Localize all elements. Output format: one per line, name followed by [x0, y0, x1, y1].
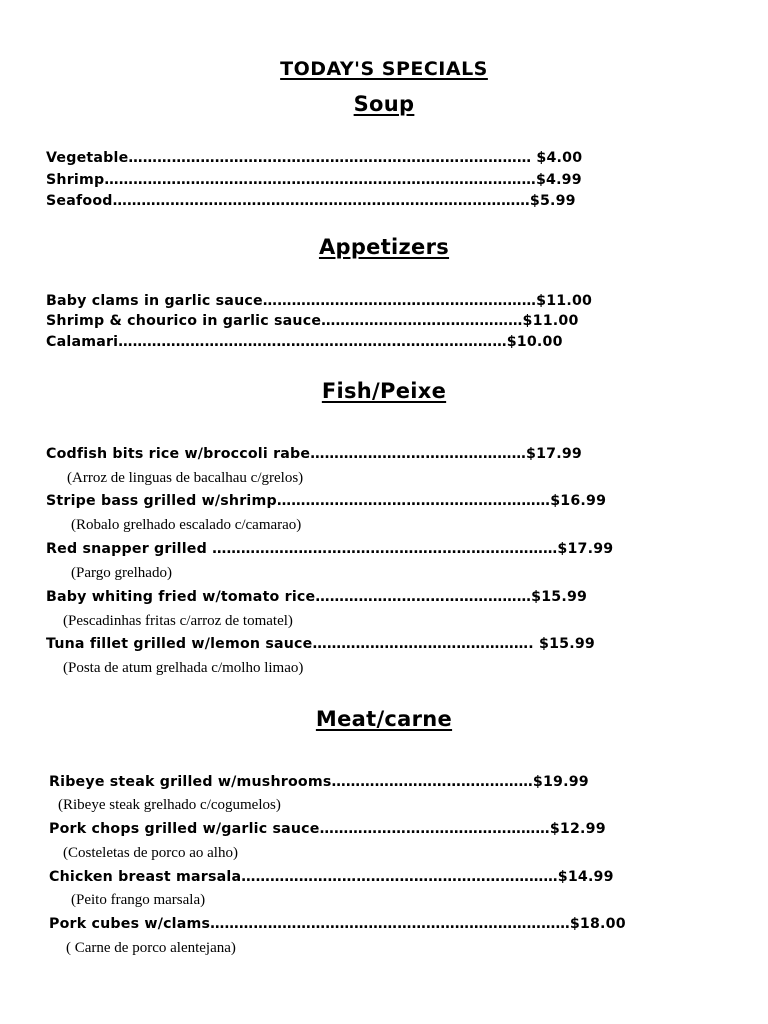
menu-item: Pork cubes w/clams…………………………………………………………………$18.00 — [49, 916, 626, 932]
menu-item: Chicken breast marsala…………………………………………………………$14.99 — [49, 869, 614, 885]
menu-item: Ribeye steak grilled w/mushrooms……………………………………$19.99 — [49, 774, 589, 790]
menu-item: Stripe bass grilled w/shrimp…………………………………………………$16.99 — [46, 493, 607, 509]
menu-item: Pork chops grilled w/garlic sauce…………………………………………$12.99 — [49, 821, 606, 837]
menu-item-translation: (Pargo grelhado) — [71, 565, 172, 581]
menu-item-translation: (Costeletas de porco ao alho) — [63, 845, 238, 861]
menu-item: Seafood……………………………………………………………………………$5.99 — [46, 193, 576, 209]
section-heading-soup: Soup — [353, 92, 415, 116]
menu-item: Vegetable………………………………………………………………………… $4.00 — [46, 150, 583, 166]
menu-item-translation: (Pescadinhas fritas c/arroz de tomatel) — [63, 613, 293, 629]
menu-item-translation: (Robalo grelhado escalado c/camarao) — [71, 517, 302, 533]
page-title: TODAY'S SPECIALS — [280, 58, 488, 80]
menu-item: Baby clams in garlic sauce…………………………………………………$11.00 — [46, 293, 593, 309]
section-heading-appetizers: Appetizers — [318, 235, 450, 259]
menu-item: Shrimp………………………………………………………………………………$4.99 — [46, 172, 582, 188]
menu-item: Tuna fillet grilled w/lemon sauce………………………………………. $15.99 — [46, 636, 595, 652]
menu-item: Calamari………………………………………………………………………$10.00 — [46, 334, 563, 350]
menu-item: Baby whiting fried w/tomato rice………………………………………$15.99 — [46, 589, 588, 605]
menu-item: Codfish bits rice w/broccoli rabe………………………………………$17.99 — [46, 446, 582, 462]
section-heading-fish: Fish/Peixe — [321, 379, 447, 403]
menu-item-translation: (Peito frango marsala) — [71, 892, 206, 908]
menu-item: Red snapper grilled ………………………………………………………………$17.99 — [46, 541, 614, 557]
menu-item-translation: (Ribeye steak grelhado c/cogumelos) — [58, 797, 281, 813]
menu-item-translation: (Posta de atum grelhada c/molho limao) — [63, 660, 304, 676]
menu-item-translation: (Arroz de linguas de bacalhau c/grelos) — [67, 470, 304, 486]
menu-item-translation: ( Carne de porco alentejana) — [66, 940, 236, 956]
menu-item: Shrimp & chourico in garlic sauce……………………………………$11.00 — [46, 313, 579, 329]
section-heading-meat: Meat/carne — [315, 707, 453, 731]
